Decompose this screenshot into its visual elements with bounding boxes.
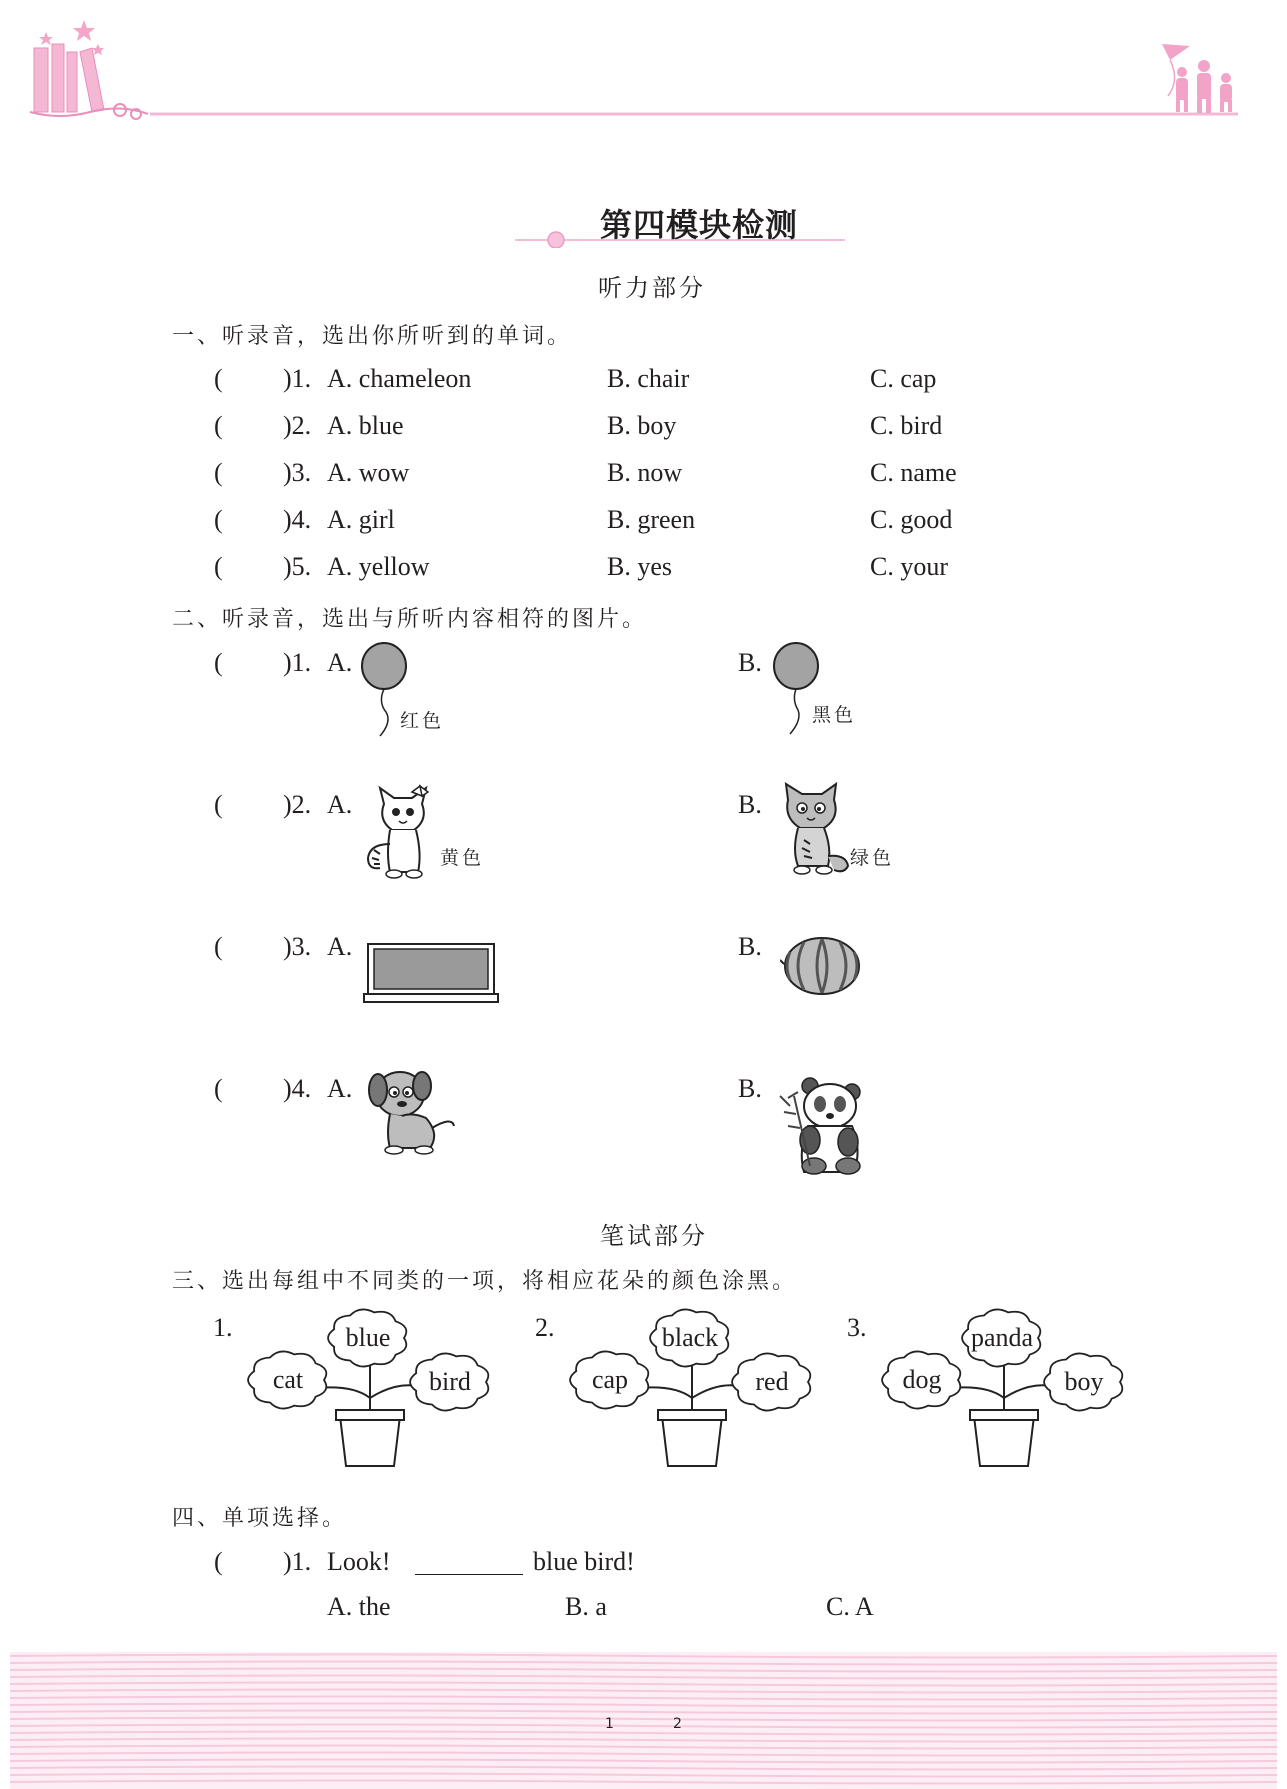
option-b-label: B. xyxy=(738,648,762,677)
answer-blank[interactable]: ( xyxy=(214,458,223,487)
flower-pot-rim xyxy=(970,1410,1038,1420)
flower-pot-icon xyxy=(340,1416,400,1466)
page-number: 1 xyxy=(605,1716,614,1732)
listening-heading: 听力部分 xyxy=(598,274,706,302)
header-decoration xyxy=(0,0,1287,140)
option-a: A. wow xyxy=(327,458,410,487)
answer-blank[interactable]: ( xyxy=(214,364,223,393)
option-b: B. green xyxy=(607,505,696,534)
kids-kite-icon xyxy=(1162,44,1232,113)
option-a-label: A. xyxy=(327,790,353,819)
flower-pot-icon xyxy=(662,1416,722,1466)
answer-blank[interactable]: ( xyxy=(214,505,223,534)
option-c: C. your xyxy=(870,552,948,581)
flower-right-word: red xyxy=(755,1367,789,1396)
option-b-label: B. xyxy=(738,1074,762,1103)
panda-icon xyxy=(774,1076,870,1176)
option-a: A. blue xyxy=(327,411,404,440)
question-number: )1. xyxy=(283,1547,312,1576)
page-title: 第四模块检测 xyxy=(600,206,799,244)
group-number: 1. xyxy=(213,1313,233,1342)
watermelon-icon xyxy=(780,934,862,998)
color-caption: 绿色 xyxy=(850,847,895,869)
answer-blank[interactable]: ( xyxy=(214,932,223,961)
flower-left-word: cat xyxy=(272,1365,304,1394)
star-icon xyxy=(39,20,104,55)
option-b: B. chair xyxy=(607,364,690,393)
option-b-label: B. xyxy=(738,932,762,961)
flower-group xyxy=(535,1309,810,1466)
option-a-label: A. xyxy=(327,1074,353,1103)
answer-blank[interactable]: ( xyxy=(214,790,223,819)
footer-stripes xyxy=(10,1652,1277,1789)
section4-instruction: 四、单项选择。 xyxy=(172,1506,348,1531)
blackboard-icon xyxy=(362,938,504,1006)
question-number: )3. xyxy=(283,458,312,487)
question-number: )2. xyxy=(283,790,312,819)
section1-instruction: 一、听录音，选出你所听到的单词。 xyxy=(172,324,573,349)
group-number: 2. xyxy=(535,1313,555,1342)
option-b: B. yes xyxy=(607,552,672,581)
answer-blank[interactable]: ( xyxy=(214,411,223,440)
group-number: 3. xyxy=(847,1313,867,1342)
answer-blank[interactable]: ( xyxy=(214,552,223,581)
answer-blank[interactable]: ( xyxy=(214,648,223,677)
option-c: C. cap xyxy=(870,364,937,393)
option-c: C. bird xyxy=(870,411,943,440)
section2-instruction: 二、听录音，选出与所听内容相符的图片。 xyxy=(172,607,648,632)
flower-left-word: cap xyxy=(591,1365,629,1394)
flower-group xyxy=(213,1309,488,1466)
cat-icon xyxy=(362,784,446,882)
flower-pot-rim xyxy=(336,1410,404,1420)
dog-icon xyxy=(366,1066,462,1158)
option-c: C. name xyxy=(870,458,957,487)
question-number: )1. xyxy=(283,364,312,393)
title-underline xyxy=(515,228,845,248)
flower-pot-rim xyxy=(658,1410,726,1420)
cat-icon xyxy=(774,782,856,878)
option-a-label: A. xyxy=(327,932,353,961)
section3-instruction: 三、选出每组中不同类的一项，将相应花朵的颜色涂黑。 xyxy=(172,1269,798,1294)
color-caption: 红色 xyxy=(400,710,445,732)
option-a: A. yellow xyxy=(327,552,430,581)
option-a: A. girl xyxy=(327,505,395,534)
question-text-before: Look! xyxy=(327,1547,391,1576)
question-number: )5. xyxy=(283,552,312,581)
question-number: )2. xyxy=(283,411,312,440)
option-c: C. good xyxy=(870,505,953,534)
question-number: )4. xyxy=(283,1074,312,1103)
writing-heading: 笔试部分 xyxy=(600,1222,708,1250)
flower-groups xyxy=(200,1298,1150,1478)
flower-top-word: blue xyxy=(345,1323,391,1352)
option-a-label: A. xyxy=(327,648,353,677)
question-number: )1. xyxy=(283,648,312,677)
flower-left-word: dog xyxy=(902,1365,942,1394)
fill-blank[interactable] xyxy=(415,1574,523,1575)
option-c: C. A xyxy=(826,1592,874,1621)
answer-blank[interactable]: ( xyxy=(214,1547,223,1576)
answer-blank[interactable]: ( xyxy=(214,1074,223,1103)
option-b: B. a xyxy=(565,1592,607,1621)
color-caption: 黑色 xyxy=(812,704,857,726)
color-caption: 黄色 xyxy=(440,847,485,869)
books-logo-icon xyxy=(30,44,148,119)
option-b: B. boy xyxy=(607,411,677,440)
flower-pot-icon xyxy=(974,1416,1034,1466)
flower-right-word: bird xyxy=(429,1367,471,1396)
flower-top-word: panda xyxy=(970,1323,1034,1352)
option-a: A. chameleon xyxy=(327,364,472,393)
option-a: A. the xyxy=(327,1592,391,1621)
option-b: B. now xyxy=(607,458,683,487)
flower-top-word: black xyxy=(661,1323,719,1352)
question-text-after: blue bird! xyxy=(533,1547,635,1576)
flower-right-word: boy xyxy=(1064,1367,1104,1396)
page-number: 2 xyxy=(673,1716,682,1732)
option-b-label: B. xyxy=(738,790,762,819)
flower-group xyxy=(847,1309,1122,1466)
question-number: )3. xyxy=(283,932,312,961)
question-number: )4. xyxy=(283,505,312,534)
